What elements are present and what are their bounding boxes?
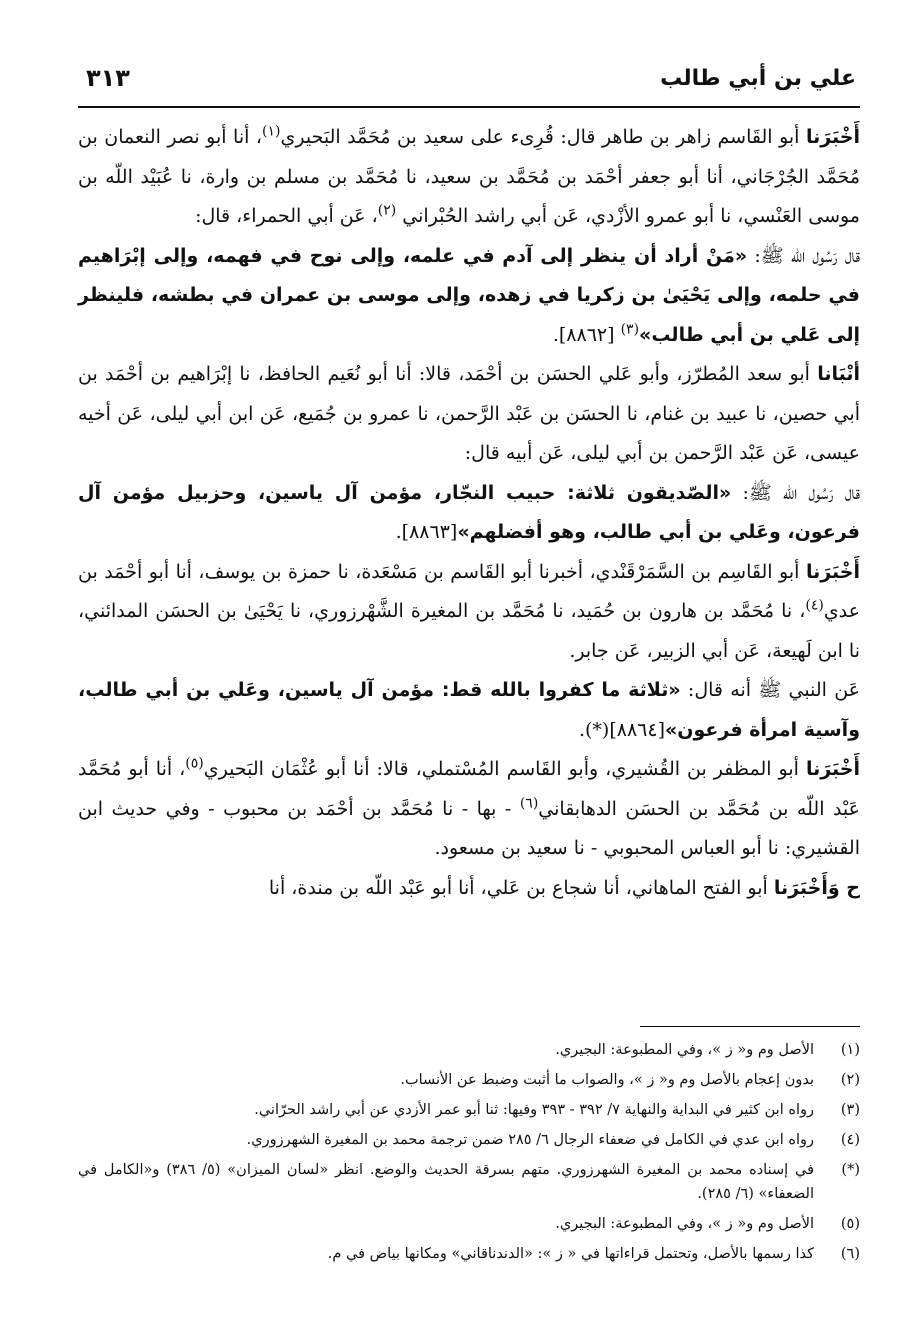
isnad-text: ، أنا أبو نصر النعمان بن مُحَمَّد الجُرْجَاني، أنا أبو جعفر أحْمَد بن مُحَمَّد بن سعيد، نا مُحَمَّد بن مسلم بن وارة، نا عُبَيْد اللّه بن موسى العَنْسي، نا أبو عمرو الأزْدي، عَن أبي راشد الحُبْراني [78,126,860,227]
footnote-number: (٤) [840,1132,860,1148]
transmission-term: ح وَأَخْبَرَنا [773,876,860,899]
hadith-number: [٨٨٦٤](*). [578,718,666,741]
footnote-number: (٥) [840,1216,860,1232]
footnote [78,1158,860,1206]
paragraph-isnad-2 [78,355,860,474]
isnad-text: أبو الفتح الماهاني، أنا شجاع بن عَلي، أنا أبو عَبْد اللّه بن مندة، أنا [268,876,768,899]
hadith-number: [٨٨٦٣]. [395,521,458,543]
transmission-term: أَخْبَرَنا [805,560,860,583]
footnote-ref: (٣) [620,321,640,338]
footnote-text: الأصل وم و« ز »، وفي المطبوعة: البجيري. [555,1042,814,1058]
isnad-text: أبو القَاسم زاهر بن طاهر قال: قُرِىء على سعيد بن مُحَمَّد البَحيري [280,126,800,148]
footnote-ref: (٦) [519,795,539,812]
footnote [78,1068,860,1092]
footnote-ref: (١) [262,123,281,140]
footnote-number: (٢) [840,1072,860,1088]
footnote-number: (٣) [840,1102,860,1118]
isnad-text: أبو المظفر بن القُشيري، وأبو القَاسم المُسْتملي، قالا: أنا أبو عُثْمَان البَحيري [203,758,799,780]
footnote-ref: (٤) [805,597,824,614]
footnote-divider [640,1026,860,1027]
paragraph-isnad-3 [78,553,860,672]
footnote [78,1098,860,1122]
footnote-ref: (٥) [185,755,204,772]
transmission-term: أنْبَانا [817,363,860,385]
footnote-text: في إسناده محمد بن المغيرة الشهرزوري. متهم بسرقة الحديث والوضع. انظر «لسان الميزان» (٥/ ٣٨٦) و«الكامل في الضعفاء» (٦/ ٢٨٥). [78,1162,814,1202]
paragraph-hadith-1 [78,237,860,356]
isnad-text: ، أنا أبو مُحَمَّد عَبْد اللّه بن مُحَمَّد بن الحسَن الدهابقاني [78,758,860,820]
hadith-text: «الصّديقون ثلاثة: حبيب النجّار، مؤمن آل ياسين، وحزبيل مؤمن آل فرعون، وعَلي بن أبي طالب، وهو أفضلهم» [78,481,860,543]
isnad-text: ، عَن أبي الحمراء، قال: [195,205,378,227]
footnote-text: الأصل وم و« ز »، وفي المطبوعة: البجيري. [555,1216,814,1232]
hadith-intro: عَن النبي ﷺ أنه قال: [687,679,860,701]
footnote-text: رواه ابن عدي في الكامل في ضعفاء الرجال ٦/ ٢٨٥ ضمن ترجمة محمد بن المغيرة الشهرزوري. [246,1132,814,1148]
main-text [78,118,860,908]
page-header [78,58,860,108]
footnote-ref: (٢) [377,202,397,219]
footnote [78,1038,860,1062]
page-number: ٣١٣ [86,64,130,92]
hadith-intro: قال رَسُول الله ﷺ: [754,244,861,267]
footnote-number: (٦) [840,1246,860,1262]
footnote-text: رواه ابن كثير في البداية والنهاية ٧/ ٣٩٢ - ٣٩٣ وفيها: ثنا أبو عمر الأزدي عن أبي راشد الحرّاني. [254,1102,814,1118]
isnad-text: أبو سعد المُطرّز، وأبو عَلي الحسَن بن أحْمَد، قالا: أنا أبو نُعَيم الحافظ، نا إبْرَاهيم بن أحْمَد بن أبي حصين، نا عبيد بن غنام، نا الحسَن بن عَبْد الرَّحمن، نا عمرو بن جُمَيع، عَن ابن أبي ليلى، عَن أخيه عيسى، عَن عَبْد الرَّحمن بن أبي ليلى، عَن أبيه قال: [78,363,860,464]
hadith-text: «مَنْ أراد أن ينظر إلى آدم في علمه، وإلى نوح في فهمه، وإلى إبْرَاهيم في حلمه، وإلى يَحْيَىٰ بن زكريا في زهده، وإلى موسى بن عمران في بطشه، فلينظر إلى عَلي بن أبي طالب» [78,244,860,346]
transmission-term: أَخْبَرَنا [805,126,861,148]
paragraph-isnad-4 [78,750,860,869]
footnote-number: (١) [840,1042,860,1058]
hadith-intro: قال رَسُول الله ﷺ: [742,481,860,504]
isnad-text: - بها - نا مُحَمَّد بن أحْمَد بن محبوب - وفي حديث ابن القشيري: نا أبو العباس المحبوبي - نا سعيد بن مسعود. [78,797,860,859]
hadith-number: [٨٨٦٢]. [552,323,615,346]
footnote [78,1128,860,1152]
paragraph-isnad-1 [78,118,860,237]
paragraph-hadith-2 [78,474,860,553]
isnad-text: أبو القَاسِم بن السَّمَرْقَنْدي، أخبرنا أبو القَاسم بن مَسْعَدة، نا حمزة بن يوسف، أنا أبو أحْمَد بن عدي [78,560,860,622]
hadith-text: «ثلاثة ما كفروا بالله قط: مؤمن آل ياسين، وعَلي بن أبي طالب، وآسية امرأة فرعون» [78,679,860,741]
footnote-text: بدون إعجام بالأصل وم و« ز »، والصواب ما أثبت وضبط عن الأنساب. [400,1072,814,1088]
footnote-number: (*) [841,1162,860,1178]
running-title: علي بن أبي طالب [660,66,856,91]
footnote [78,1212,860,1236]
isnad-text: ، نا مُحَمَّد بن هارون بن حُمَيد، نا مُحَمَّد بن المغيرة الشَّهْرزوري، نا يَحْيَىٰ بن الحسَن المدائني، نا ابن لَهيعة، عَن أبي الزبير، عَن جابر. [78,600,860,662]
paragraph-isnad-5 [78,869,860,909]
footnote [78,1242,860,1266]
transmission-term: أَخْبَرَنا [805,758,860,780]
footnotes [78,1038,860,1272]
footnote-text: كذا رسمها بالأصل، وتحتمل قراءاتها في « ز »: «الدندناقاني» ومكانها بياض في م. [327,1246,814,1262]
paragraph-hadith-3 [78,671,860,750]
